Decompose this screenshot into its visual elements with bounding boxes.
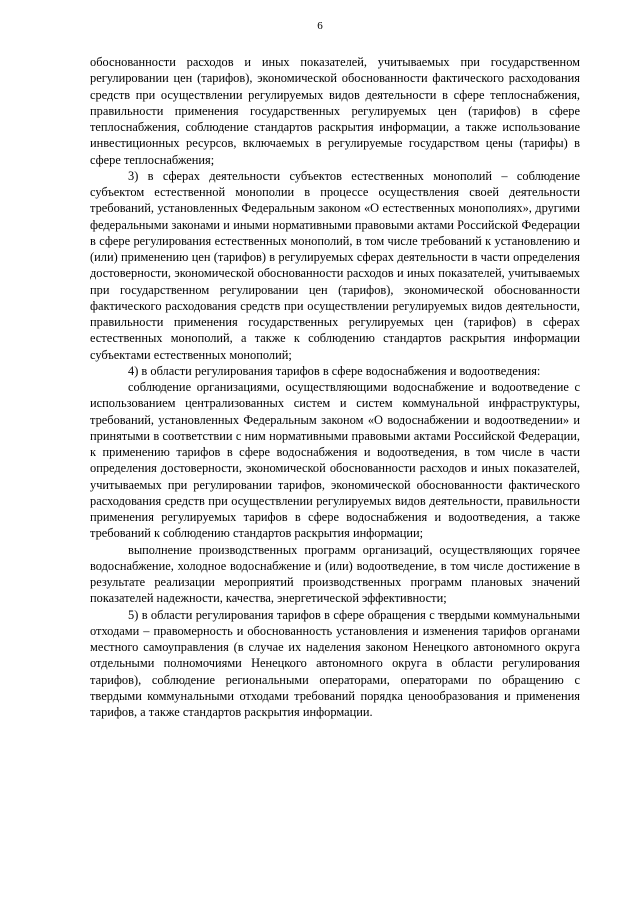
paragraph-item-3: 3) в сферах деятельности субъектов естественных монополий – соблюдение субъектом естественной монополии в процессе осуществления своей деятельности требований, установленных Федеральным законом «О естественных монополиях», другими федеральными законами и иными нормативными правовыми актами Российской Федерации в сфере регулирования естественных монополий, в том числе требований к установлению и (или) применению цен (тарифов) в регулируемых сферах деятельности в части определения достоверности, экономической обоснованности расходов и иных показателей, учитываемых при государственном регулировании цен (тарифов), экономической обоснованности фактического расходования средств при осуществлении регулируемых видов деятельности, правильности применения государственных регулируемых цен (тарифов) в сферах естественных монополий, а также к соблюдению стандартов раскрытия информации субъектами естественных монополий; [90, 168, 580, 362]
paragraph-item-4: 4) в области регулирования тарифов в сфере водоснабжения и водоотведения: [128, 363, 541, 378]
paragraph-item-5: 5) в области регулирования тарифов в сфере обращения с твердыми коммунальными отходами – правомерность и обоснованность установления и изменения тарифов органами местного самоуправления (в случае их наделения законом Ненецкого автономного округа отдельными полномочиями Ненецкого автономного округа в области регулирования тарифов), соблюдение региональными операторами, операторами по обращению с твердыми коммунальными отходами требований порядка ценообразования и применения тарифов, а также стандартов раскрытия информации. [90, 607, 580, 719]
page-number: 6 [317, 20, 323, 32]
document-body [90, 54, 580, 720]
paragraph-item-4-programs: выполнение производственных программ организаций, осуществляющих горячее водоснабжение, холодное водоснабжение и (или) водоотведение, в том числе достижение в результате реализации мероприятий производственных программ плановых значений показателей надежности, качества, энергетической эффективности; [90, 542, 580, 606]
paragraph-item-4-compliance: соблюдение организациями, осуществляющими водоснабжение и водоотведение с использованием централизованных систем и систем коммунальной инфраструктуры, требований, установленных Федеральным законом «О водоснабжении и водоотведении» и принятыми в соответствии с ним нормативными правовыми актами Российской Федерации, к применению тарифов в сфере водоснабжения и водоотведения, в том числе в части определения достоверности, экономической обоснованности расходов и иных показателей, учитываемых при регулировании тарифов, экономической обоснованности фактического расходования средств при осуществлении регулируемых видов деятельности, правильности применения регулируемых тарифов в сфере водоснабжения и водоотведения, а также требований к соблюдению стандартов раскрытия информации; [90, 380, 580, 541]
paragraph-continuation: обоснованности расходов и иных показателей, учитываемых при государственном регулировании цен (тарифов), экономической обоснованности фактического расходования средств при осуществлении регулируемых видов деятельности в сфере теплоснабжения, правильности применения государственных регулируемых цен (тарифов) в сфере теплоснабжения, соблюдение стандартов раскрытия информации, а также использование инвестиционных ресурсов, включаемых в регулируемые государством цены (тарифы) в сфере теплоснабжения; [90, 55, 580, 167]
